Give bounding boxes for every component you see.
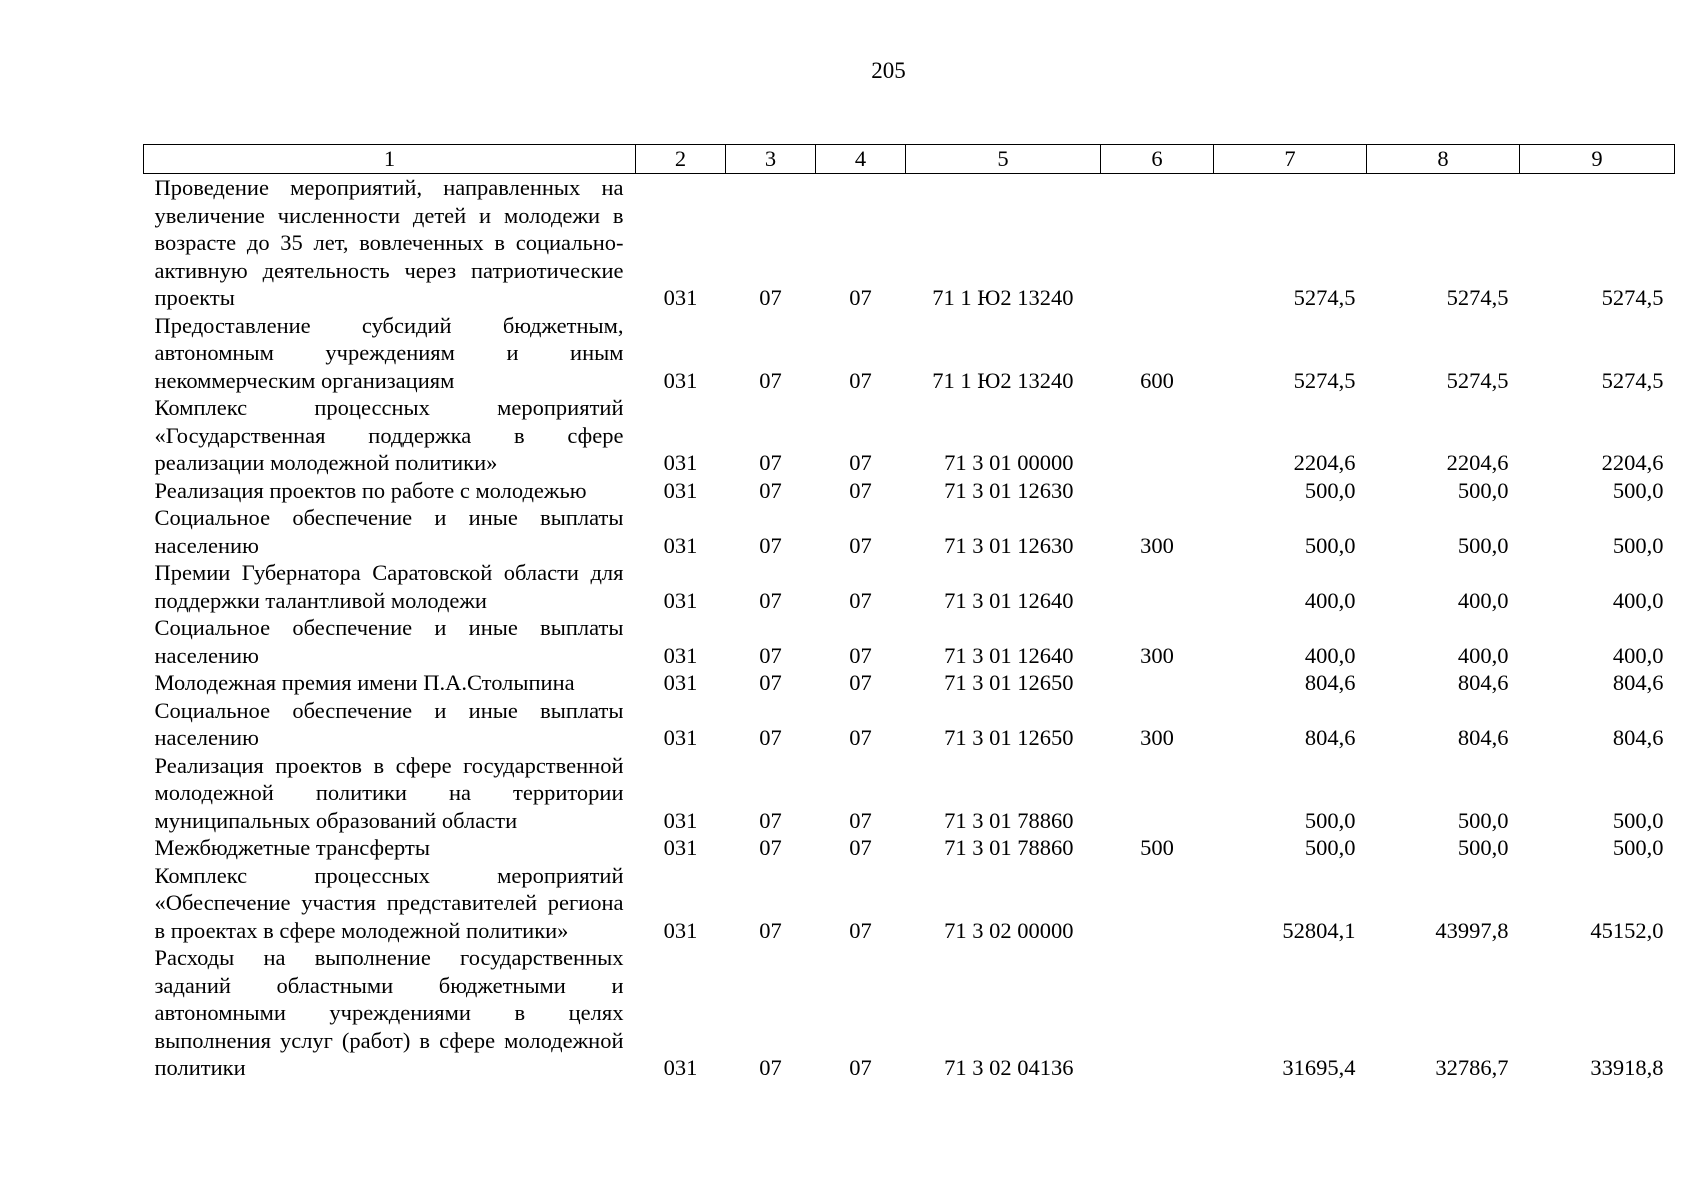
page-number: 205 [871, 58, 906, 83]
row-rz: 07 [759, 477, 782, 503]
table-row [144, 477, 1675, 505]
row-y2: 5274,5 [1446, 367, 1509, 393]
row-csr: 71 3 01 00000 [944, 450, 1074, 475]
row-csr: 71 3 01 12630 [944, 532, 1074, 558]
row-gr: 031 [663, 532, 698, 558]
row-y1: 500,0 [1304, 807, 1356, 833]
table-row [144, 312, 1675, 395]
column-header: 8 [1367, 145, 1520, 174]
row-gr: 031 [663, 807, 698, 833]
row-rz: 07 [759, 285, 782, 310]
row-vr [1101, 944, 1214, 1082]
row-y3: 500,0 [1612, 532, 1664, 558]
row-name: Реализация проектов по работе с молодежью [154, 477, 587, 503]
row-csr: 71 1 Ю2 13240 [932, 285, 1074, 310]
row-y2: 43997,8 [1435, 917, 1509, 943]
column-header: 4 [816, 145, 906, 174]
row-vr [1101, 174, 1214, 312]
row-csr: 71 3 01 12640 [944, 642, 1074, 668]
row-vr [1101, 669, 1214, 697]
row-y1: 804,6 [1304, 670, 1356, 695]
row-csr: 71 3 01 12650 [944, 725, 1074, 750]
row-pr: 07 [849, 670, 872, 695]
table-row [144, 862, 1675, 945]
row-y1: 500,0 [1304, 532, 1356, 558]
row-gr: 031 [663, 670, 698, 695]
row-name: Социальное обеспечение и иные выплаты населению [154, 505, 624, 558]
row-y2: 500,0 [1457, 477, 1509, 503]
row-vr [1101, 559, 1214, 614]
row-vr: 500 [1140, 835, 1174, 860]
row-name: Социальное обеспечение и иные выплаты населению [154, 697, 624, 750]
row-rz: 07 [759, 532, 782, 558]
row-y3: 5274,5 [1601, 367, 1664, 393]
row-pr: 07 [849, 835, 872, 860]
row-gr: 031 [663, 587, 698, 613]
row-pr: 07 [849, 642, 872, 668]
row-pr: 07 [849, 532, 872, 558]
row-pr: 07 [849, 587, 872, 613]
row-y1: 2204,6 [1293, 450, 1356, 475]
row-csr: 71 3 01 12630 [944, 477, 1074, 503]
row-pr: 07 [849, 917, 872, 943]
row-y1: 31695,4 [1282, 1055, 1356, 1080]
row-pr: 07 [849, 285, 872, 310]
row-name: Молодежная премия имени П.А.Столыпина [154, 670, 575, 695]
row-y2: 500,0 [1457, 807, 1509, 833]
row-y2: 500,0 [1457, 532, 1509, 558]
row-y1: 52804,1 [1282, 917, 1356, 943]
table-row [144, 944, 1675, 1082]
row-name: Расходы на выполнение государственных заданий областными бюджетными и автономными учреждениями в целях выполнения услуг (работ) в сфере молодежной политики [154, 945, 624, 1080]
row-name: Предоставление субсидий бюджетным, автономным учреждениям и иным некоммерческим организациям [154, 312, 624, 393]
row-gr: 031 [663, 450, 698, 475]
row-name: Комплекс процессных мероприятий «Обеспечение участия представителей региона в проектах в сфере молодежной политики» [154, 862, 624, 943]
column-header: 5 [906, 145, 1101, 174]
column-header: 1 [144, 145, 636, 174]
row-y2: 2204,6 [1446, 450, 1509, 475]
row-vr [1101, 394, 1214, 477]
row-pr: 07 [849, 367, 872, 393]
row-csr: 71 3 02 00000 [944, 917, 1074, 943]
row-y3: 804,6 [1612, 670, 1664, 695]
row-pr: 07 [849, 450, 872, 475]
row-vr [1101, 862, 1214, 945]
row-rz: 07 [759, 450, 782, 475]
row-gr: 031 [663, 725, 698, 750]
row-rz: 07 [759, 917, 782, 943]
row-y1: 500,0 [1304, 477, 1356, 503]
row-csr: 71 3 01 12640 [944, 587, 1074, 613]
row-gr: 031 [663, 367, 698, 393]
row-y3: 45152,0 [1590, 917, 1664, 943]
row-name: Реализация проектов в сфере государственной молодежной политики на территории муниципальных образований области [154, 752, 624, 833]
row-name: Комплекс процессных мероприятий «Государственная поддержка в сфере реализации молодежной политики» [154, 395, 624, 475]
row-gr: 031 [663, 835, 698, 860]
row-rz: 07 [759, 1055, 782, 1080]
column-header: 2 [636, 145, 726, 174]
table-row [144, 669, 1675, 697]
row-pr: 07 [849, 807, 872, 833]
table-row [144, 394, 1675, 477]
column-header: 3 [726, 145, 816, 174]
row-y3: 400,0 [1612, 587, 1664, 613]
row-y1: 804,6 [1304, 725, 1356, 750]
row-rz: 07 [759, 807, 782, 833]
row-y1: 500,0 [1304, 835, 1356, 860]
row-y2: 5274,5 [1446, 285, 1509, 310]
row-gr: 031 [663, 642, 698, 668]
row-rz: 07 [759, 670, 782, 695]
row-gr: 031 [663, 285, 698, 310]
row-rz: 07 [759, 367, 782, 393]
row-name: Проведение мероприятий, направленных на увеличение численности детей и молодежи в возрасте до 35 лет, вовлеченных в социально-активную деятельность через патриотические проекты [154, 175, 624, 310]
row-vr [1101, 752, 1214, 835]
row-vr: 300 [1140, 642, 1174, 668]
row-pr: 07 [849, 1055, 872, 1080]
row-y1: 400,0 [1304, 587, 1356, 613]
row-name: Социальное обеспечение и иные выплаты населению [154, 615, 624, 668]
row-vr: 300 [1140, 725, 1174, 750]
row-rz: 07 [759, 725, 782, 750]
row-csr: 71 3 01 78860 [944, 835, 1074, 860]
table-row [144, 174, 1675, 312]
row-gr: 031 [663, 1055, 698, 1080]
row-y2: 400,0 [1457, 642, 1509, 668]
header-row [144, 145, 1675, 174]
row-csr: 71 1 Ю2 13240 [932, 367, 1074, 393]
row-pr: 07 [849, 725, 872, 750]
row-y2: 32786,7 [1435, 1055, 1509, 1080]
row-y3: 804,6 [1612, 725, 1664, 750]
row-pr: 07 [849, 477, 872, 503]
table-row [144, 752, 1675, 835]
row-y3: 400,0 [1612, 642, 1664, 668]
row-y1: 400,0 [1304, 642, 1356, 668]
row-gr: 031 [663, 917, 698, 943]
budget-table [143, 144, 1675, 1082]
table-row [144, 559, 1675, 614]
table-row [144, 834, 1675, 862]
row-name: Премии Губернатора Саратовской области для поддержки талантливой молодежи [154, 560, 624, 613]
row-y3: 500,0 [1612, 835, 1664, 860]
table-row [144, 504, 1675, 559]
row-vr: 600 [1140, 367, 1174, 393]
row-y1: 5274,5 [1293, 285, 1356, 310]
row-rz: 07 [759, 587, 782, 613]
row-y2: 500,0 [1457, 835, 1509, 860]
row-y3: 500,0 [1612, 807, 1664, 833]
row-y3: 5274,5 [1601, 285, 1664, 310]
row-name: Межбюджетные трансферты [154, 835, 430, 860]
row-vr: 300 [1140, 532, 1174, 558]
row-y2: 804,6 [1457, 725, 1509, 750]
row-y2: 400,0 [1457, 587, 1509, 613]
row-rz: 07 [759, 642, 782, 668]
row-csr: 71 3 01 78860 [944, 807, 1074, 833]
row-csr: 71 3 02 04136 [944, 1055, 1074, 1080]
row-y3: 2204,6 [1601, 450, 1664, 475]
row-y3: 500,0 [1612, 477, 1664, 503]
row-vr [1101, 477, 1214, 505]
table-row [144, 697, 1675, 752]
column-header: 9 [1520, 145, 1675, 174]
row-y2: 804,6 [1457, 670, 1509, 695]
column-header: 7 [1214, 145, 1367, 174]
column-header: 6 [1101, 145, 1214, 174]
row-rz: 07 [759, 835, 782, 860]
table-row [144, 614, 1675, 669]
row-y3: 33918,8 [1590, 1055, 1664, 1080]
row-y1: 5274,5 [1293, 367, 1356, 393]
row-csr: 71 3 01 12650 [944, 670, 1074, 695]
row-gr: 031 [663, 477, 698, 503]
